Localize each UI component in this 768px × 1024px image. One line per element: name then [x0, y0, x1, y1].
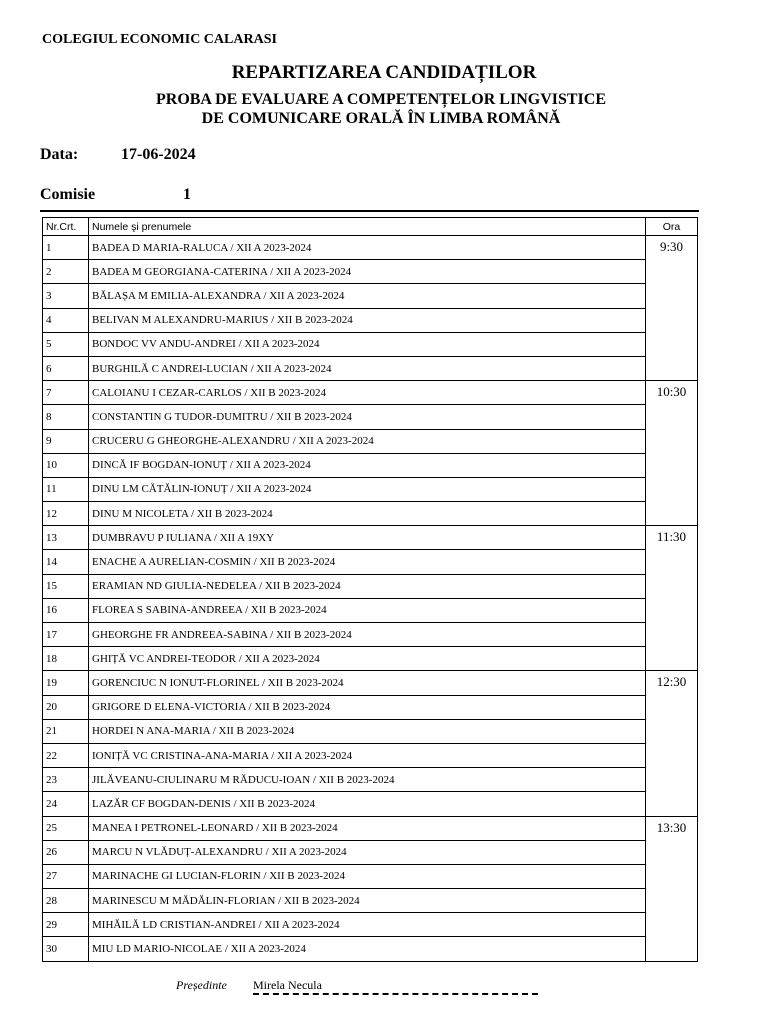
table-row — [43, 864, 698, 888]
row-number: 25 — [43, 816, 89, 840]
row-number: 9 — [43, 429, 89, 453]
candidate-name: GRIGORE D ELENA-VICTORIA / XII B 2023-2024 — [89, 695, 646, 719]
candidate-name: JILĂVEANU-CIULINARU M RĂDUCU-IOAN / XII B 2023-2024 — [89, 768, 646, 792]
candidate-name: CRUCERU G GHEORGHE-ALEXANDRU / XII A 2023-2024 — [89, 429, 646, 453]
candidate-name: DINCĂ IF BOGDAN-IONUȚ / XII A 2023-2024 — [89, 453, 646, 477]
row-number: 24 — [43, 792, 89, 816]
time-slot: 11:30 — [646, 526, 698, 671]
candidate-name: BONDOC VV ANDU-ANDREI / XII A 2023-2024 — [89, 332, 646, 356]
candidate-name: BADEA D MARIA-RALUCA / XII A 2023-2024 — [89, 236, 646, 260]
document-title: REPARTIZAREA CANDIDAȚILOR — [231, 62, 537, 83]
document-subtitle-line1: PROBA DE EVALUARE A COMPETENȚELOR LINGVISTICE — [155, 91, 607, 108]
table-row — [43, 768, 698, 792]
candidate-name: IONIȚĂ VC CRISTINA-ANA-MARIA / XII A 2023-2024 — [89, 743, 646, 767]
table-row — [43, 889, 698, 913]
time-slot: 10:30 — [646, 381, 698, 526]
table-body — [43, 236, 698, 962]
row-number: 27 — [43, 864, 89, 888]
table-row — [43, 429, 698, 453]
table-row — [43, 647, 698, 671]
candidate-name: BĂLAȘA M EMILIA-ALEXANDRA / XII A 2023-2024 — [89, 284, 646, 308]
candidate-name: LAZĂR CF BOGDAN-DENIS / XII B 2023-2024 — [89, 792, 646, 816]
table-row — [43, 502, 698, 526]
table-row — [43, 671, 698, 695]
candidate-name: MARCU N VLĂDUȚ-ALEXANDRU / XII A 2023-2024 — [89, 840, 646, 864]
table-row — [43, 695, 698, 719]
table-row — [43, 937, 698, 961]
table-row — [43, 453, 698, 477]
table-row — [43, 913, 698, 937]
candidates-table — [42, 217, 698, 962]
candidate-name: BURGHILĂ C ANDREI-LUCIAN / XII A 2023-2024 — [89, 356, 646, 380]
president-name: Mirela Necula — [253, 978, 322, 992]
row-number: 26 — [43, 840, 89, 864]
table-row — [43, 623, 698, 647]
row-number: 13 — [43, 526, 89, 550]
table-header-row — [43, 218, 698, 236]
candidate-name: CALOIANU I CEZAR-CARLOS / XII B 2023-2024 — [89, 381, 646, 405]
table-row — [43, 308, 698, 332]
table-row — [43, 598, 698, 622]
table-row — [43, 840, 698, 864]
table-row — [43, 477, 698, 501]
column-header-time: Ora — [646, 218, 698, 236]
row-number: 8 — [43, 405, 89, 429]
row-number: 28 — [43, 889, 89, 913]
row-number: 6 — [43, 356, 89, 380]
row-number: 18 — [43, 647, 89, 671]
time-slot: 9:30 — [646, 236, 698, 381]
candidate-name: GORENCIUC N IONUT-FLORINEL / XII B 2023-2024 — [89, 671, 646, 695]
table-row — [43, 236, 698, 260]
row-number: 14 — [43, 550, 89, 574]
candidate-name: DINU LM CĂTĂLIN-IONUȚ / XII A 2023-2024 — [89, 477, 646, 501]
signature-line — [253, 993, 538, 995]
time-slot: 12:30 — [646, 671, 698, 816]
candidate-name: BELIVAN M ALEXANDRU-MARIUS / XII B 2023-2024 — [89, 308, 646, 332]
row-number: 5 — [43, 332, 89, 356]
table-row — [43, 816, 698, 840]
commission-label: Comisie — [40, 186, 96, 203]
candidate-name: MIU LD MARIO-NICOLAE / XII A 2023-2024 — [89, 937, 646, 961]
candidate-name: CONSTANTIN G TUDOR-DUMITRU / XII B 2023-2024 — [89, 405, 646, 429]
row-number: 3 — [43, 284, 89, 308]
row-number: 21 — [43, 719, 89, 743]
row-number: 12 — [43, 502, 89, 526]
row-number: 2 — [43, 260, 89, 284]
table-row — [43, 260, 698, 284]
table-row — [43, 792, 698, 816]
row-number: 19 — [43, 671, 89, 695]
row-number: 11 — [43, 477, 89, 501]
row-number: 4 — [43, 308, 89, 332]
candidate-name: FLOREA S SABINA-ANDREEA / XII B 2023-2024 — [89, 598, 646, 622]
candidate-name: DINU M NICOLETA / XII B 2023-2024 — [89, 502, 646, 526]
candidate-name: MARINESCU M MĂDĂLIN-FLORIAN / XII B 2023-2024 — [89, 889, 646, 913]
table-row — [43, 381, 698, 405]
row-number: 10 — [43, 453, 89, 477]
table-row — [43, 356, 698, 380]
candidate-name: ERAMIAN ND GIULIA-NEDELEA / XII B 2023-2024 — [89, 574, 646, 598]
document-subtitle-line2: DE COMUNICARE ORALĂ ÎN LIMBA ROMÂNĂ — [201, 110, 561, 127]
row-number: 17 — [43, 623, 89, 647]
row-number: 20 — [43, 695, 89, 719]
table-row — [43, 332, 698, 356]
candidate-name: DUMBRAVU P IULIANA / XII A 19XY — [89, 526, 646, 550]
table-row — [43, 743, 698, 767]
row-number: 30 — [43, 937, 89, 961]
time-slot: 13:30 — [646, 816, 698, 961]
school-name: COLEGIUL ECONOMIC CALARASI — [42, 32, 277, 47]
candidate-name: HORDEI N ANA-MARIA / XII B 2023-2024 — [89, 719, 646, 743]
row-number: 22 — [43, 743, 89, 767]
row-number: 15 — [43, 574, 89, 598]
candidate-name: MARINACHE GI LUCIAN-FLORIN / XII B 2023-2024 — [89, 864, 646, 888]
table-row — [43, 574, 698, 598]
table-row — [43, 719, 698, 743]
table-row — [43, 405, 698, 429]
date-label: Data: — [40, 146, 79, 163]
column-header-name: Numele şi prenumele — [89, 218, 646, 236]
column-header-nr: Nr.Crt. — [43, 218, 89, 236]
president-label: Președinte — [176, 978, 227, 992]
table-row — [43, 550, 698, 574]
row-number: 29 — [43, 913, 89, 937]
candidate-name: MIHĂILĂ LD CRISTIAN-ANDREI / XII A 2023-2024 — [89, 913, 646, 937]
row-number: 1 — [43, 236, 89, 260]
row-number: 23 — [43, 768, 89, 792]
candidate-name: ENACHE A AURELIAN-COSMIN / XII B 2023-2024 — [89, 550, 646, 574]
candidate-name: GHEORGHE FR ANDREEA-SABINA / XII B 2023-2024 — [89, 623, 646, 647]
date-value: 17-06-2024 — [121, 146, 196, 163]
table-row — [43, 526, 698, 550]
commission-value: 1 — [183, 186, 191, 203]
table-row — [43, 284, 698, 308]
candidate-name: BADEA M GEORGIANA-CATERINA / XII A 2023-2024 — [89, 260, 646, 284]
row-number: 7 — [43, 381, 89, 405]
header-rule — [40, 210, 699, 212]
row-number: 16 — [43, 598, 89, 622]
candidate-name: GHIȚĂ VC ANDREI-TEODOR / XII A 2023-2024 — [89, 647, 646, 671]
candidate-name: MANEA I PETRONEL-LEONARD / XII B 2023-2024 — [89, 816, 646, 840]
